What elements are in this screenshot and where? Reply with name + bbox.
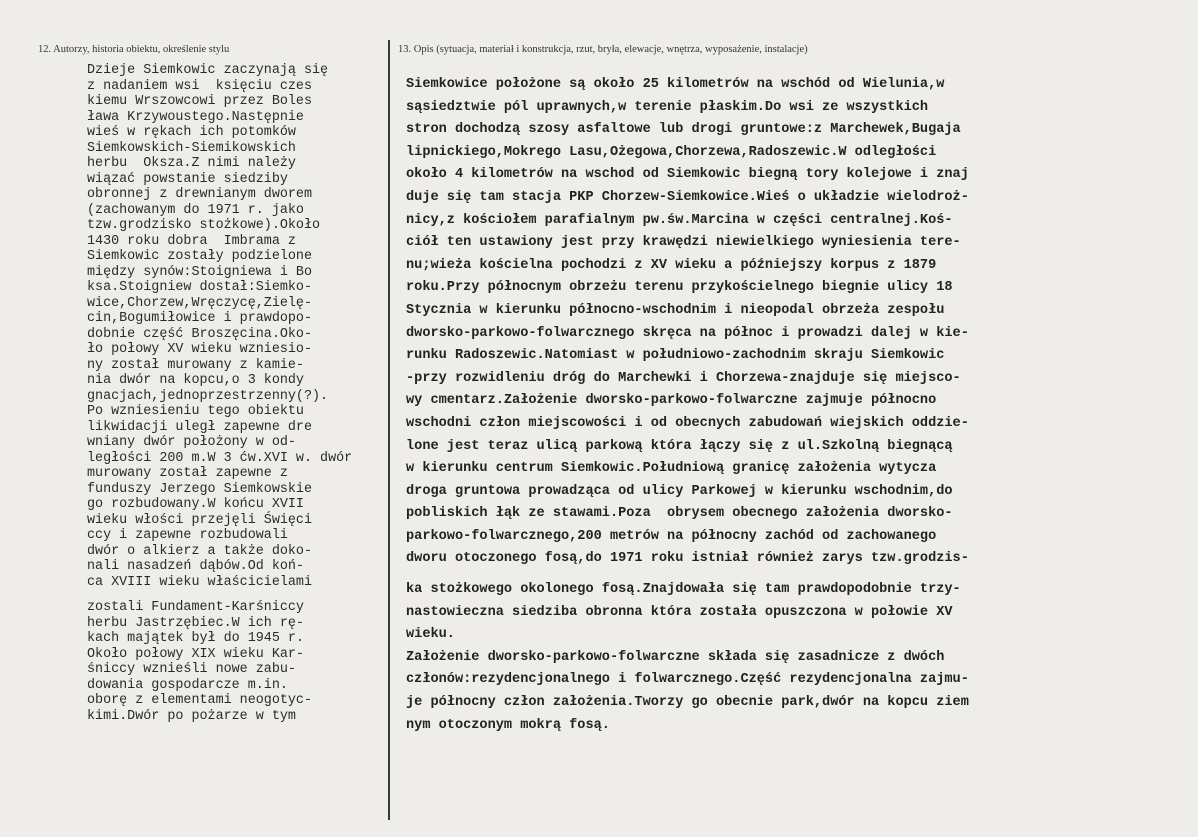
- text-line: między synów:Stoigniewa i Bo: [87, 264, 312, 280]
- text-line: Założenie dworsko-parkowo-folwarczne składa się zasadnicze z dwóch: [406, 649, 945, 665]
- text-line: Po wzniesieniu tego obiektu: [87, 404, 304, 419]
- text-line: z nadaniem wsi księciu czes: [87, 78, 312, 94]
- text-line: ksa.Stoigniew dostał:Siemko-: [87, 280, 312, 295]
- text-line: nia dwór na kopcu,o 3 kondy: [87, 373, 304, 388]
- paragraph-gap: [87, 590, 387, 600]
- text-line: ka stożkowego okolonego fosą.Znajdowała się tam prawdopodobnie trzy-: [406, 582, 961, 598]
- text-line: wieku włości przejęli Święci: [87, 512, 312, 528]
- text-line: herbu Oksza.Z nimi należy: [87, 156, 296, 171]
- text-line: dworsko-parkowo-folwarcznego skręca na północ i prowadzi dalej w kie-: [406, 325, 969, 341]
- text-line: wschodni człon miejscowości i od obecnych zabudowań wiejskich oddzie-: [406, 415, 969, 431]
- text-line: ciół ten ustawiony jest przy krawędzi niewielkiego wyniesienia tere-: [406, 235, 961, 251]
- text-line: ny został murowany z kamie-: [87, 357, 304, 373]
- section-12-header: 12. Autorzy, historia obiektu, określenie stylu: [38, 44, 230, 55]
- text-line: lipnickiego,Mokrego Lasu,Ożegowa,Chorzewa,Radoszewic.W odległości: [406, 144, 937, 160]
- text-line: obronnej z drewnianym dworem: [87, 187, 312, 202]
- text-line: około 4 kilometrów na wschod od Siemkowic biegną tory kolejowe i znaj: [406, 167, 969, 183]
- text-line: Dzieje Siemkowic zaczynają się: [87, 63, 329, 78]
- text-line: lone jest teraz ulicą parkową która łączy się z ul.Szkolną biegnącą: [406, 438, 953, 454]
- history-text-column: [87, 63, 387, 724]
- text-line: murowany został zapewne z: [87, 466, 288, 481]
- text-line: dobnie część Broszęcina.Oko-: [87, 326, 312, 342]
- text-line: wniany dwór położony w od-: [87, 435, 296, 450]
- text-line: Siemkowskich-Siemikowskich: [87, 140, 296, 156]
- text-line: ległości 200 m.W 3 ćw.XVI w. dwór: [87, 450, 353, 466]
- text-line: droga gruntowa prowadząca od ulicy Parkowej w kierunku wschodnim,do: [406, 483, 953, 499]
- text-line: w kierunku centrum Siemkowic.Południową granicę założenia wytycza: [406, 461, 937, 477]
- text-line: dworu otoczonego fosą,do 1971 roku istniał również zarys tzw.grodzis-: [406, 551, 969, 567]
- text-line: ława Krzywoustego.Następnie: [87, 109, 304, 125]
- text-line: ccy i zapewne rozbudowali: [87, 528, 288, 543]
- text-line: 1430 roku dobra Imbrama z: [87, 233, 296, 249]
- text-line: duje się tam stacja PKP Chorzew-Siemkowice.Wieś o układzie wielodroż-: [406, 189, 969, 205]
- text-line: ło połowy XV wieku wzniesio-: [87, 342, 312, 357]
- text-line: kiemu Wrszowcowi przez Boles: [87, 94, 312, 109]
- text-line: sąsiedztwie pól uprawnych,w terenie płaskim.Do wsi ze wszystkich: [406, 99, 929, 115]
- text-line: je północny człon założenia.Tworzy go obecnie park,dwór na kopcu ziem: [406, 695, 969, 711]
- text-line: nym otoczonym mokrą fosą.: [406, 717, 610, 733]
- text-line: dowania gospodarcze m.in.: [87, 677, 288, 693]
- text-line: Siemkowice położone są około 25 kilometrów na wschód od Wielunia,w: [406, 77, 945, 92]
- text-line: kach majątek był do 1945 r.: [87, 631, 304, 646]
- text-line: stron dochodzą szosy asfaltowe lub drogi gruntowe:z Marchewek,Bugaja: [406, 122, 961, 138]
- text-line: wice,Chorzew,Wręczycę,Zielę-: [87, 295, 312, 311]
- text-line: parkowo-folwarcznego,200 metrów na północny zachód od zachowanego: [406, 528, 937, 544]
- text-line: nicy,z kościołem parafialnym pw.św.Marcina w części centralnej.Koś-: [406, 212, 953, 228]
- text-line: pobliskich łąk ze stawami.Poza obrysem obecnego założenia dworsko-: [406, 506, 953, 522]
- text-line: likwidacji uległ zapewne dre: [87, 419, 312, 435]
- text-line: gnacjach,jednoprzestrzenny(?).: [87, 388, 329, 404]
- text-line: oborę z elementami neogotyc-: [87, 693, 312, 708]
- text-line: tzw.grodzisko stożkowe).Około: [87, 218, 321, 233]
- text-line: Stycznia w kierunku północno-wschodnim i nieopodal obrzeża zespołu: [406, 302, 945, 318]
- text-line: cin,Bogumiłowice i prawdopo-: [87, 311, 312, 326]
- text-line: śniccy wznieśli nowe zabu-: [87, 662, 296, 677]
- text-line: nu;wieża kościelna pochodzi z XV wieku a późniejszy korpus z 1879: [406, 257, 937, 273]
- section-13-header: 13. Opis (sytuacja, materiał i konstrukcja, rzut, bryła, elewacje, wnętrza, wyposażenie, instalacje): [398, 44, 808, 55]
- text-line: wy cmentarz.Założenie dworsko-parkowo-folwarczne zajmuje północno: [406, 393, 937, 409]
- text-line: Siemkowic zostały podzielone: [87, 249, 312, 264]
- text-line: nali nasadzeń dąbów.Od koń-: [87, 559, 304, 574]
- text-line: herbu Jastrzębiec.W ich rę-: [87, 615, 304, 631]
- text-line: (zachowanym do 1971 r. jako: [87, 202, 304, 218]
- text-line: kimi.Dwór po pożarze w tym: [87, 708, 296, 724]
- text-line: nastowieczna siedziba obronna która została opuszczona w połowie XV: [406, 604, 953, 620]
- text-line: go rozbudowany.W końcu XVII: [87, 497, 304, 512]
- column-divider: [388, 40, 390, 820]
- paragraph-gap: [406, 571, 1096, 579]
- text-line: roku.Przy północnym obrzeżu terenu przykościelnego biegnie ulicy 18: [406, 280, 953, 296]
- text-line: członów:rezydencjonalnego i folwarcznego.Część rezydencjonalna zajmu-: [406, 672, 969, 688]
- text-line: funduszy Jerzego Siemkowskie: [87, 481, 312, 497]
- text-line: Około połowy XIX wieku Kar-: [87, 646, 304, 662]
- text-line: zostali Fundament-Karśniccy: [87, 600, 304, 615]
- text-line: wieś w rękach ich potomków: [87, 125, 296, 140]
- description-text-column: [406, 74, 1096, 737]
- text-line: wieku.: [406, 627, 455, 643]
- text-line: runku Radoszewic.Natomiast w południowo-zachodnim skraju Siemkowic: [406, 348, 945, 364]
- text-line: ca XVIII wieku właścicielami: [87, 574, 312, 590]
- text-line: wiązać powstanie siedziby: [87, 171, 288, 187]
- text-line: dwór o alkierz a także doko-: [87, 543, 312, 559]
- text-line: -przy rozwidleniu dróg do Marchewki i Chorzewa-znajduje się miejsco-: [406, 370, 961, 386]
